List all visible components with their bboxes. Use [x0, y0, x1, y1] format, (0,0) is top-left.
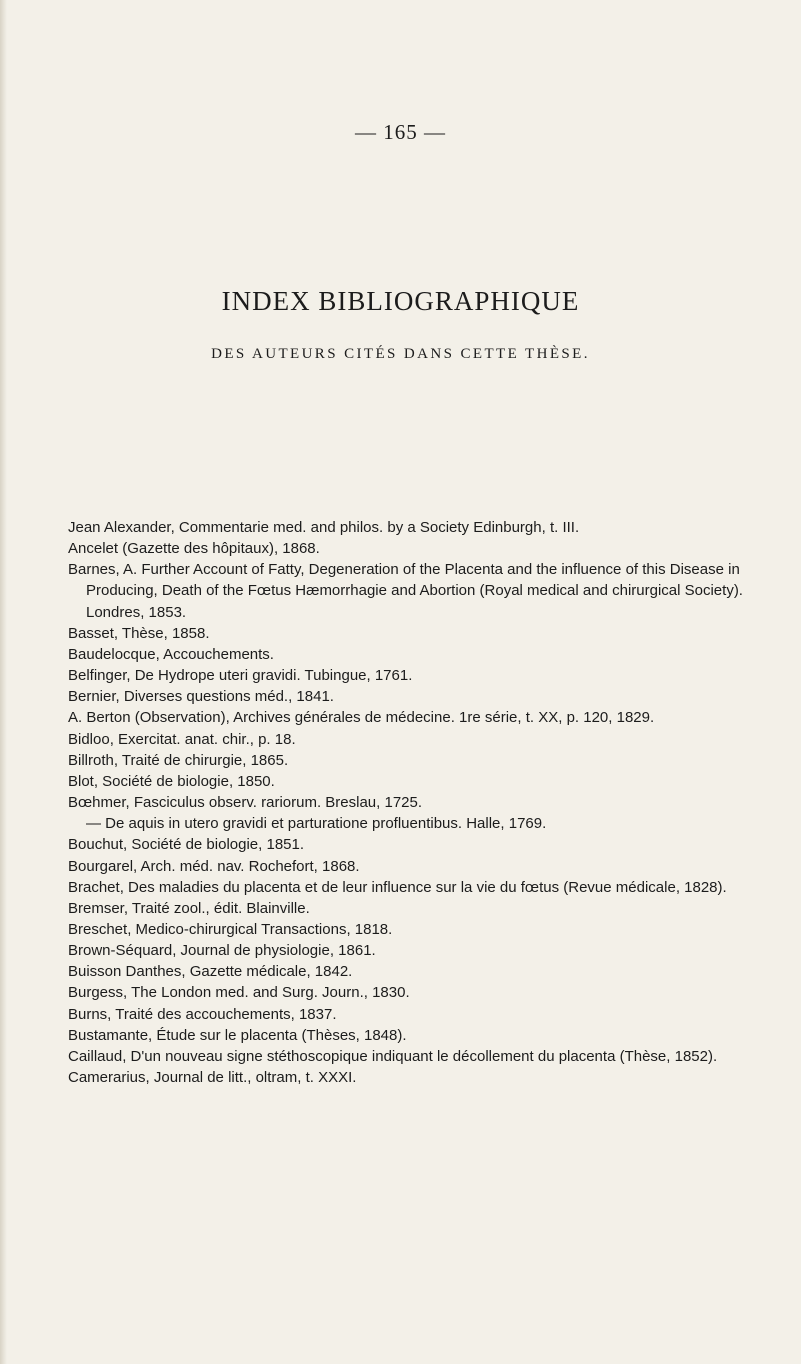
bibliography-entry: Burns, Traité des accouchements, 1837. [68, 1005, 337, 1023]
bibliography-entry: Bœhmer, Fasciculus observ. rariorum. Breslau, 1725. [68, 794, 423, 812]
bibliography-entry: Bustamante, Étude sur le placenta (Thèses, 1848). [68, 1026, 407, 1044]
bibliography-entry: Billroth, Traité de chirurgie, 1865. [68, 751, 289, 769]
bibliography-entry: Brachet, Des maladies du placenta et de leur influence sur la vie du fœtus (Revue médicale, 1828). [68, 878, 727, 896]
page-subtitle: DES AUTEURS CITÉS DANS CETTE THÈSE. [211, 346, 590, 362]
page-title: INDEX BIBLIOGRAPHIQUE [221, 286, 580, 316]
bibliography-entry: Bouchut, Société de biologie, 1851. [68, 836, 305, 854]
bibliography-entry: Belfinger, De Hydrope uteri gravidi. Tubingue, 1761. [68, 667, 413, 685]
bibliography-entry: Ancelet (Gazette des hôpitaux), 1868. [68, 540, 320, 558]
page-edge-shadow [0, 0, 7, 1364]
bibliography-entry: Bidloo, Exercitat. anat. chir., p. 18. [68, 730, 296, 748]
bibliography-entry: A. Berton (Observation), Archives générales de médecine. 1re série, t. XX, p. 120, 1829. [68, 709, 655, 727]
bibliography-entry: Bremser, Traité zool., édit. Blainville. [68, 899, 310, 917]
page-number: — 165 — [355, 120, 446, 144]
bibliography-entry: Baudelocque, Accouchements. [68, 645, 274, 663]
bibliography-entry: Breschet, Medico-chirurgical Transactions, 1818. [68, 920, 393, 938]
bibliography-entry: Barnes, A. Further Account of Fatty, Degeneration of the Placenta and the influence of this Disease in Producing, Death of the Fœtus Hæmorrhagie and Abortion (Royal medical and chirurgical Society). Londres, 1853. [68, 561, 743, 621]
bibliography-entry: Bourgarel, Arch. méd. nav. Rochefort, 1868. [68, 857, 360, 875]
bibliography-entry: Jean Alexander, Commentarie med. and philos. by a Society Edinburgh, t. III. [68, 519, 580, 536]
bibliography-entry: Brown-Séquard, Journal de physiologie, 1861. [68, 942, 376, 960]
bibliography-entry: Burgess, The London med. and Surg. Journ., 1830. [68, 984, 410, 1002]
bibliography-entry: Basset, Thèse, 1858. [68, 624, 210, 642]
bibliography-entry: Bernier, Diverses questions méd., 1841. [68, 688, 334, 706]
bibliography-entry: Buisson Danthes, Gazette médicale, 1842. [68, 963, 353, 981]
bibliography-entry: Camerarius, Journal de litt., oltram, t. XXXI. [68, 1069, 357, 1087]
bibliography-list [68, 517, 768, 1088]
bibliography-entry: Caillaud, D'un nouveau signe stéthoscopique indiquant le décollement du placenta (Thèse, 1852). [68, 1047, 718, 1065]
bibliography-entry: — De aquis in utero gravidi et parturatione profluentibus. Halle, 1769. [86, 815, 547, 833]
bibliography-entry: Blot, Société de biologie, 1850. [68, 772, 275, 790]
